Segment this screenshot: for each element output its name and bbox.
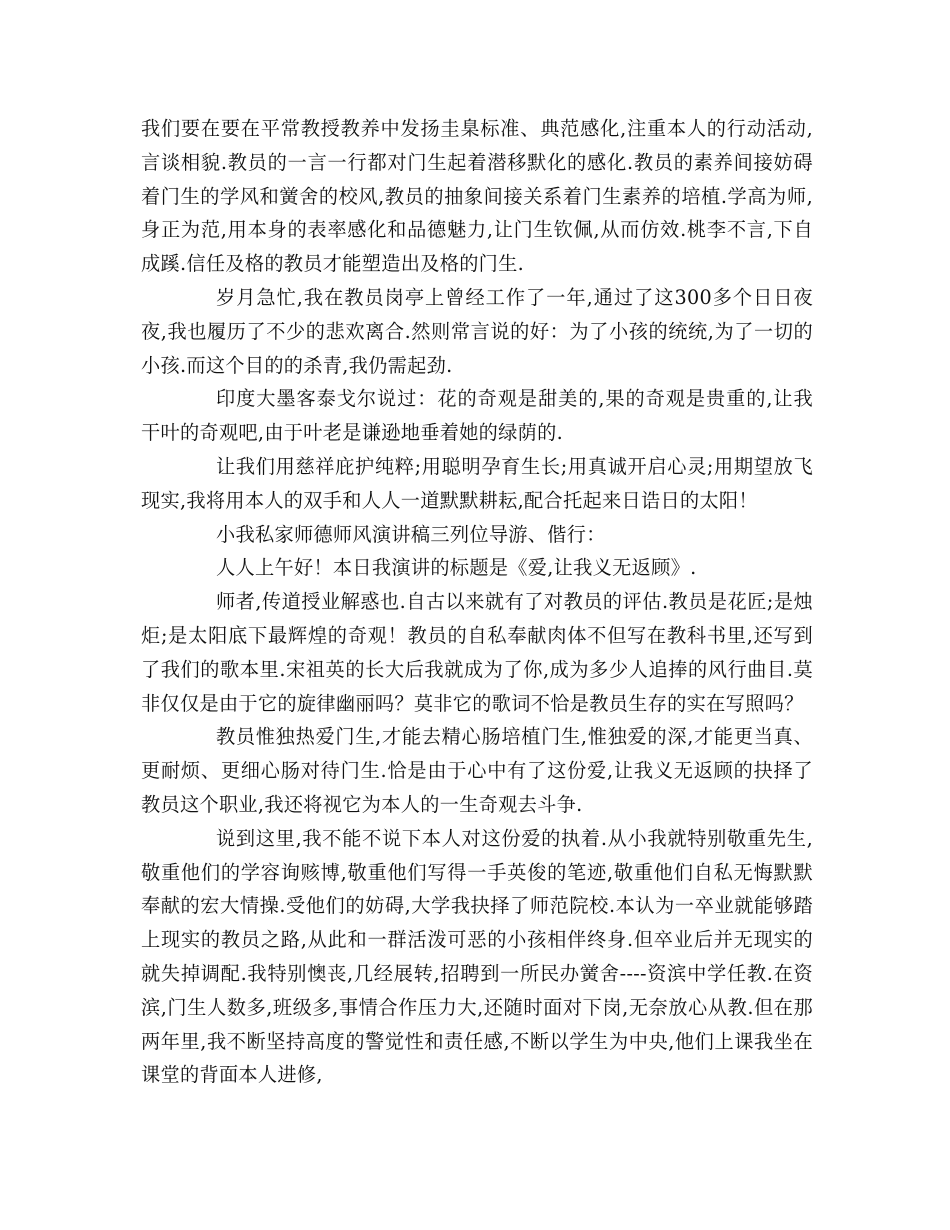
paragraph-4: 让我们用慈祥庇护纯粹;用聪明孕育生长;用真诚开启心灵;用期望放飞现实,我将用本人的双手和人人一道默默耕耘,配合托起来日诰日的太阳！ xyxy=(141,454,813,512)
paragraph-9: 说到这里,我不能不说下本人对这份爱的执着.从小我就特别敬重先生,敬重他们的学容询赅博,敬重他们写得一手英俊的笔迹,敬重他们自私无悔默默奉献的宏大情操.受他们的妨碍,大学我抉择了师范院校.本认为一卒业就能够踏上现实的教员之路,从此和一群活泼可恶的小孩相伴终身.但卒业后并无现实的就失掉调配.我特别懊丧,几经展转,招聘到一所民办黉舍----资滨中学任教.在资滨,门生人数多,班级多,事情合作压力大,还随时面对下岗,无奈放心从教.但在那两年里,我不断坚持高度的警觉性和责任感,不断以学生为中央,他们上课我坐在课堂的背面本人进修, xyxy=(141,826,813,1087)
paragraph-7: 师者,传道授业解惑也.自古以来就有了对教员的评估.教员是花匠;是烛炬;是太阳底下最辉煌的奇观！教员的自私奉献肉体不但写在教科书里,还写到了我们的歌本里.宋祖英的长大后我就成为了你,成为多少人追捧的风行曲目.莫非仅仅是由于它的旋律幽丽吗？莫非它的歌词不恰是教员生存的实在写照吗？ xyxy=(141,590,813,715)
section-heading: 小我私家师德师风演讲稿三列位导游、偕行： xyxy=(216,522,606,546)
greeting-paragraph: 人人上午好！本日我演讲的标题是《爱,让我义无返顾》. xyxy=(216,556,697,580)
paragraph-3: 印度大墨客泰戈尔说过：花的奇观是甜美的,果的奇观是贵重的,让我干叶的奇观吧,由于叶老是谦逊地垂着她的绿荫的. xyxy=(141,387,813,445)
paragraph-8: 教员惟独热爱门生,才能去精心肠培植门生,惟独爱的深,才能更当真、更耐烦、更细心肠对待门生.恰是由于心中有了这份爱,让我义无返顾的抉择了教员这个职业,我还将视它为本人的一生奇观去斗争. xyxy=(141,725,813,816)
paragraph-2: 岁月急忙,我在教员岗亭上曾经工作了一年,通过了这300多个日日夜夜,我也履历了不少的悲欢离合.然则常言说的好：为了小孩的统统,为了一切的小孩.而这个目的的杀青,我仍需起劲. xyxy=(141,285,813,377)
document-page xyxy=(141,112,813,1092)
paragraph-1: 我们要在要在平常教授教养中发扬圭臬标准、典范感化,注重本人的行动活动,言谈相貌.教员的一言一行都对门生起着潜移默化的感化.教员的素养间接妨碍着门生的学风和黉舍的校风,教员的抽象间接关系着门生素养的培植.学高为师,身正为范,用本身的表率感化和品德魅力,让门生钦佩,从而仿效.桃李不言,下自成蹊.信任及格的教员才能塑造出及格的门生. xyxy=(141,117,813,276)
